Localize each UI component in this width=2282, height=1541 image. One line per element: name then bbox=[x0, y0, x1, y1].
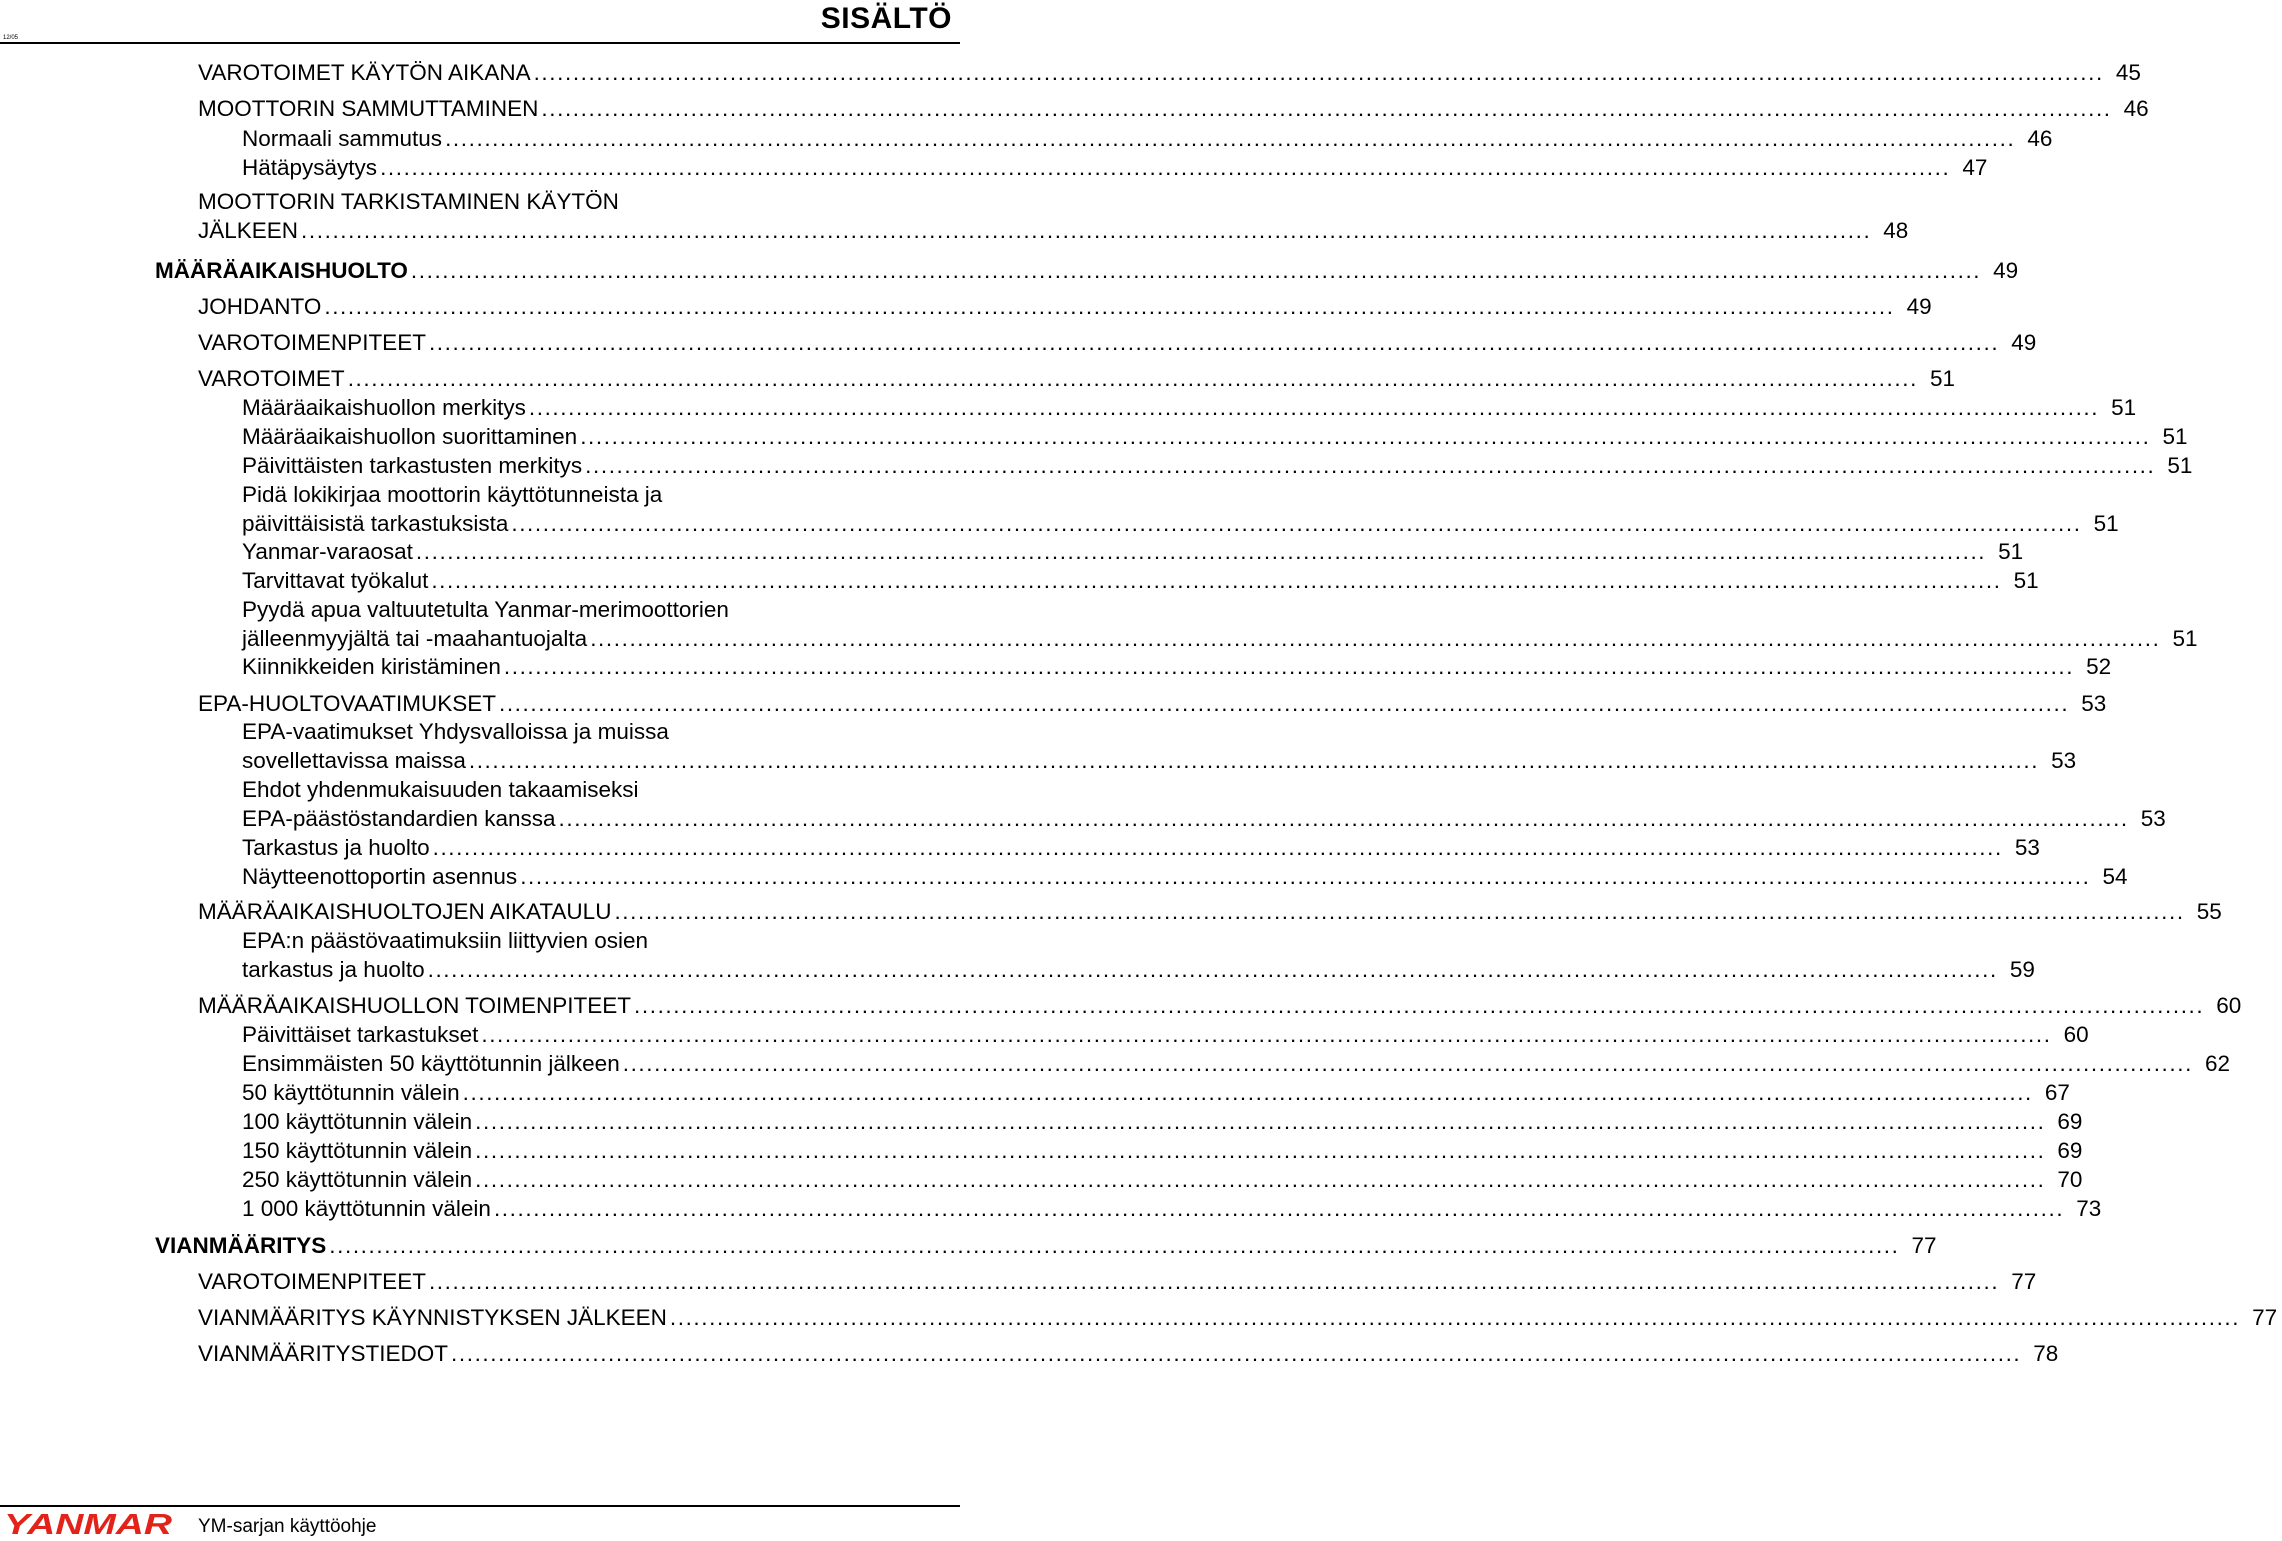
toc-page-number: 70 bbox=[2057, 1167, 2083, 1192]
toc-entry-text: Normaali sammutus bbox=[242, 126, 443, 151]
toc-page-number: 77 bbox=[2252, 1305, 2278, 1330]
toc-entry-text: JOHDANTO bbox=[198, 294, 322, 319]
toc-page-number: 60 bbox=[2216, 993, 2242, 1018]
dot-leader: ........................................................................................................................................................................................................ bbox=[493, 1196, 2065, 1221]
dot-leader: ........................................................................................................................................................................................................ bbox=[432, 835, 2003, 860]
dot-leader: ........................................................................................................................................................................................................ bbox=[580, 424, 2151, 449]
footer-divider bbox=[0, 1505, 960, 1507]
toc-entry-text: 1 000 käyttötunnin välein bbox=[242, 1196, 491, 1221]
toc-entry-text: Ehdot yhdenmukaisuuden takaamiseksi bbox=[242, 777, 639, 802]
toc-page-number: 51 bbox=[2172, 626, 2198, 651]
toc-entry-text: Näytteenottoportin asennus bbox=[242, 864, 518, 889]
dot-leader: ........................................................................................................................................................................................................ bbox=[541, 96, 2112, 121]
toc-entry-text: 150 käyttötunnin välein bbox=[242, 1138, 473, 1163]
toc-page-number: 67 bbox=[2044, 1080, 2070, 1105]
toc-page-number: 73 bbox=[2076, 1196, 2102, 1221]
dot-leader: ........................................................................................................................................................................................................ bbox=[475, 1138, 2046, 1163]
toc-entry-text: VIANMÄÄRITYS bbox=[155, 1233, 327, 1258]
dot-leader: ........................................................................................................................................................................................................ bbox=[622, 1051, 2193, 1076]
toc-entry-text: MOOTTORIN SAMMUTTAMINEN bbox=[198, 96, 539, 121]
dot-leader: ........................................................................................................................................................................................................ bbox=[614, 899, 2185, 924]
toc-page-number: 60 bbox=[2063, 1022, 2089, 1047]
dot-leader: ........................................................................................................................................................................................................ bbox=[481, 1022, 2052, 1047]
dot-leader: ........................................................................................................................................................................................................ bbox=[415, 539, 1987, 564]
toc-page-number: 78 bbox=[2033, 1341, 2059, 1366]
toc-page-number: 51 bbox=[2093, 511, 2119, 536]
dot-leader: ........................................................................................................................................................................................................ bbox=[520, 864, 2091, 889]
toc-entry-text: EPA-vaatimukset Yhdysvalloissa ja muissa bbox=[242, 719, 669, 744]
dot-leader: ........................................................................................................................................................................................................ bbox=[533, 60, 2104, 85]
page-title: SISÄLTÖ bbox=[820, 2, 952, 35]
toc-entry-text: Päivittäiset tarkastukset bbox=[242, 1022, 479, 1047]
toc-entry-text: VAROTOIMENPITEET bbox=[198, 1269, 426, 1294]
toc-entry-text: EPA:n päästövaatimuksiin liittyvien osien bbox=[242, 928, 649, 953]
footer-manual-title: YM-sarjan käyttöohje bbox=[198, 1516, 377, 1537]
toc-entry-text: MÄÄRÄAIKAISHUOLTO bbox=[155, 258, 408, 283]
toc-entry-text: MÄÄRÄAIKAISHUOLLON TOIMENPITEET bbox=[198, 993, 632, 1018]
toc-entry-text: JÄLKEEN bbox=[198, 218, 299, 243]
toc-entry-text: EPA-päästöstandardien kanssa bbox=[242, 806, 556, 831]
toc-page-number: 49 bbox=[2011, 330, 2037, 355]
dot-leader: ........................................................................................................................................................................................................ bbox=[428, 330, 2000, 355]
toc-page-number: 55 bbox=[2196, 899, 2222, 924]
dot-leader: ........................................................................................................................................................................................................ bbox=[410, 258, 1982, 283]
toc-entry-text: MÄÄRÄAIKAISHUOLTOJEN AIKATAULU bbox=[198, 899, 612, 924]
toc-page-number: 59 bbox=[2009, 957, 2035, 982]
toc-entry-text: Päivittäisten tarkastusten merkitys bbox=[242, 453, 583, 478]
toc-entry-text: jälleenmyyjältä tai -maahantuojalta bbox=[242, 626, 588, 651]
toc-page-number: 53 bbox=[2140, 806, 2166, 831]
toc-page-number: 49 bbox=[1993, 258, 2019, 283]
dot-leader: ........................................................................................................................................................................................................ bbox=[468, 748, 2040, 773]
toc-entry-text: Määräaikaishuollon suorittaminen bbox=[242, 424, 578, 449]
toc-entry-text: VIANMÄÄRITYSTIEDOT bbox=[198, 1341, 449, 1366]
dot-leader: ........................................................................................................................................................................................................ bbox=[669, 1305, 2241, 1330]
toc-page-number: 69 bbox=[2057, 1138, 2083, 1163]
dot-leader: ........................................................................................................................................................................................................ bbox=[380, 155, 1951, 180]
toc-entry-text: Kiinnikkeiden kiristäminen bbox=[242, 654, 501, 679]
toc-page-number: 51 bbox=[2162, 424, 2188, 449]
dot-leader: ........................................................................................................................................................................................................ bbox=[475, 1109, 2046, 1134]
toc-page-number: 51 bbox=[2167, 453, 2193, 478]
dot-leader: ........................................................................................................................................................................................................ bbox=[451, 1341, 2022, 1366]
toc-page-number: 53 bbox=[2051, 748, 2077, 773]
toc-entry-text: VIANMÄÄRITYS KÄYNNISTYKSEN JÄLKEEN bbox=[198, 1305, 667, 1330]
toc-page-number: 51 bbox=[2111, 395, 2137, 420]
toc-entry-text: EPA-HUOLTOVAATIMUKSET bbox=[198, 691, 496, 716]
dot-leader: ........................................................................................................................................................................................................ bbox=[347, 366, 1918, 391]
toc-page-number: 69 bbox=[2057, 1109, 2083, 1134]
toc-page-number: 62 bbox=[2204, 1051, 2230, 1076]
toc-entry-text: Määräaikaishuollon merkitys bbox=[242, 395, 526, 420]
toc-page-number: 52 bbox=[2086, 654, 2112, 679]
toc-page-number: 77 bbox=[1911, 1233, 1937, 1258]
dot-leader: ........................................................................................................................................................................................................ bbox=[634, 993, 2205, 1018]
dot-leader: ........................................................................................................................................................................................................ bbox=[431, 568, 2002, 593]
toc-page-number: 51 bbox=[2013, 568, 2039, 593]
toc-page-number: 46 bbox=[2123, 96, 2149, 121]
toc-page-number: 53 bbox=[2081, 691, 2107, 716]
toc-entry-text: päivittäisistä tarkastuksista bbox=[242, 511, 509, 536]
toc-page-number: 54 bbox=[2102, 864, 2128, 889]
toc-entry-text: tarkastus ja huolto bbox=[242, 957, 425, 982]
toc-page-number: 51 bbox=[1998, 539, 2024, 564]
toc-entry-text: 250 käyttötunnin välein bbox=[242, 1167, 473, 1192]
toc-page-number: 48 bbox=[1883, 218, 1909, 243]
page-code: 12/05 bbox=[3, 35, 19, 41]
toc-page-number: 53 bbox=[2014, 835, 2040, 860]
dot-leader: ........................................................................................................................................................................................................ bbox=[475, 1167, 2046, 1192]
dot-leader: ........................................................................................................................................................................................................ bbox=[462, 1080, 2033, 1105]
toc-entry-text: sovellettavissa maissa bbox=[242, 748, 466, 773]
toc-page-number: 51 bbox=[1929, 366, 1955, 391]
yanmar-logo bbox=[4, 1509, 174, 1541]
toc-page-number: 45 bbox=[2115, 60, 2141, 85]
toc-entry-text: Pyydä apua valtuutetulta Yanmar-merimoottorien bbox=[242, 597, 729, 622]
toc-page-number: 49 bbox=[1906, 294, 1932, 319]
logo-text: YANMAR bbox=[4, 1509, 173, 1541]
toc-entry-text: Ensimmäisten 50 käyttötunnin jälkeen bbox=[242, 1051, 620, 1076]
toc-entry-text: 100 käyttötunnin välein bbox=[242, 1109, 473, 1134]
dot-leader: ........................................................................................................................................................................................................ bbox=[324, 294, 1895, 319]
toc-entry-text: MOOTTORIN TARKISTAMINEN KÄYTÖN bbox=[198, 189, 619, 214]
dot-leader: ........................................................................................................................................................................................................ bbox=[301, 218, 1872, 243]
dot-leader: ........................................................................................................................................................................................................ bbox=[498, 691, 2070, 716]
toc-entry-text: Pidä lokikirjaa moottorin käyttötunneista ja bbox=[242, 482, 663, 507]
toc-entry-text: VAROTOIMET bbox=[198, 366, 345, 391]
toc-entry-text: Hätäpysäytys bbox=[242, 155, 378, 180]
toc-entry-text: VAROTOIMENPITEET bbox=[198, 330, 426, 355]
dot-leader: ........................................................................................................................................................................................................ bbox=[329, 1233, 1900, 1258]
toc-page-number: 47 bbox=[1962, 155, 1988, 180]
dot-leader: ........................................................................................................................................................................................................ bbox=[428, 1269, 2000, 1294]
toc-entry-text: Tarvittavat työkalut bbox=[242, 568, 429, 593]
dot-leader: ........................................................................................................................................................................................................ bbox=[528, 395, 2100, 420]
toc-entry-text: VAROTOIMET KÄYTÖN AIKANA bbox=[198, 60, 531, 85]
dot-leader: ........................................................................................................................................................................................................ bbox=[427, 957, 1998, 982]
dot-leader: ........................................................................................................................................................................................................ bbox=[585, 453, 2156, 478]
toc-entry-text: Tarkastus ja huolto bbox=[242, 835, 430, 860]
dot-leader: ........................................................................................................................................................................................................ bbox=[511, 511, 2082, 536]
toc-page-number: 77 bbox=[2011, 1269, 2037, 1294]
dot-leader: ........................................................................................................................................................................................................ bbox=[558, 806, 2129, 831]
dot-leader: ........................................................................................................................................................................................................ bbox=[590, 626, 2161, 651]
toc-page-number: 46 bbox=[2027, 126, 2053, 151]
toc-entry-text: 50 käyttötunnin välein bbox=[242, 1080, 460, 1105]
dot-leader: ........................................................................................................................................................................................................ bbox=[503, 654, 2075, 679]
dot-leader: ........................................................................................................................................................................................................ bbox=[445, 126, 2016, 151]
toc-entry-text: Yanmar-varaosat bbox=[242, 539, 413, 564]
